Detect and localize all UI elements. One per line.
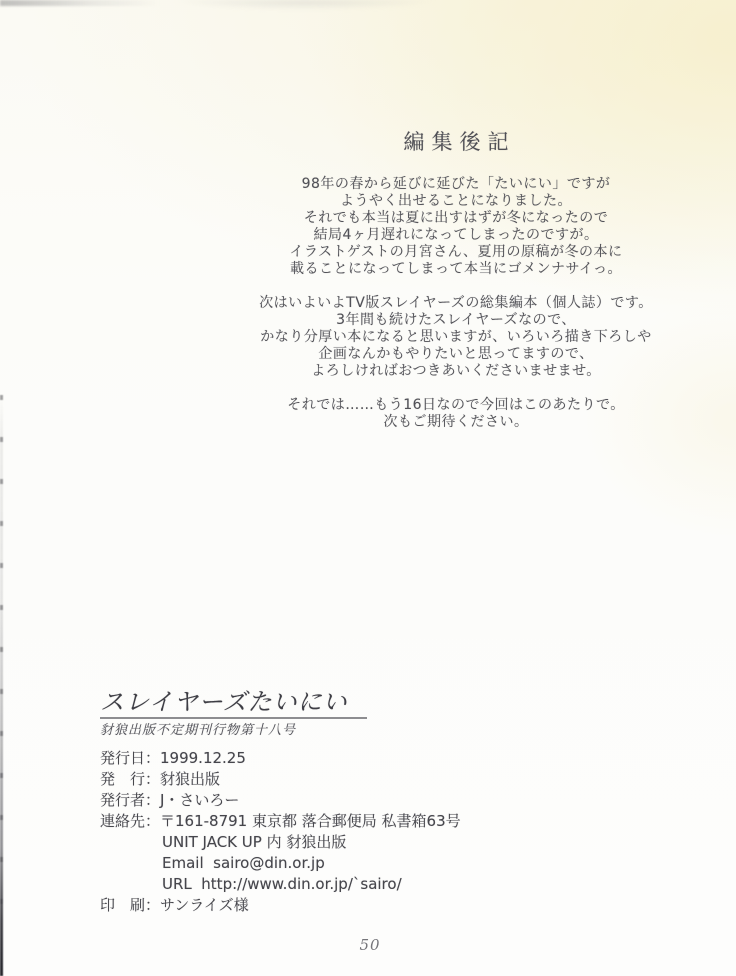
colophon-rows: [100, 748, 461, 916]
afterword-line: それでも本当は夏に出すはずが冬になったので: [303, 210, 609, 226]
colophon-row-contact-address: 連絡先：〒161-8791 東京都 落合郵便局 私書箱63号: [100, 812, 461, 830]
afterword-line: それでは……もう16日なので今回はこのあたりで。: [287, 397, 625, 413]
colophon-row-contact-url: URL http://www.din.or.jp/`sairo/: [162, 875, 402, 893]
colophon-section: [100, 688, 461, 916]
afterword-line: ようやく出せることになりました。: [340, 193, 572, 209]
afterword-line: よろしければおつきあいくださいませませ。: [311, 363, 601, 379]
colophon-subtitle: 豺狼出版不定期刊行物第十八号: [100, 723, 297, 738]
afterword-line: 企画なんかもやりたいと思ってますので、: [318, 346, 594, 362]
afterword-line: 次はいよいよTV版スレイヤーズの総集編本（個人誌）です。: [259, 295, 653, 311]
colophon-row-contact-email: Email sairo@din.or.jp: [162, 854, 325, 872]
colophon-title-underline: [100, 717, 367, 719]
colophon-row-publisher-person: 発行者：J・さいろー: [100, 791, 240, 809]
colophon-row-publisher: 発 行：豺狼出版: [100, 770, 221, 788]
afterword-line: 3年間も続けたスレイヤーズなので、: [336, 312, 576, 328]
afterword-line: 98年の春から延びに延びた「たいにい」ですが: [301, 176, 611, 192]
afterword-paragraph-2: [176, 295, 736, 380]
colophon-book-title: スレイヤーズたいにい: [100, 688, 348, 716]
page-number: 50: [359, 936, 381, 954]
afterword-line: 載ることになってしまって本当にゴメンナサイっ。: [290, 261, 622, 277]
afterword-paragraph-3: [176, 397, 736, 431]
scan-left-edge-artifact: [0, 395, 3, 976]
scan-top-smudge: [0, 0, 160, 6]
colophon-row-publish-date: 発行日：1999.12.25: [100, 749, 246, 767]
colophon-row-printer: 印 刷：サンライズ様: [100, 896, 249, 914]
afterword-line: イラストゲストの月宮さん、夏用の原稿が冬の本に: [289, 244, 623, 260]
afterword-line: かなり分厚い本になると思いますが、いろいろ描き下ろしや: [260, 329, 652, 345]
afterword-section: [176, 130, 736, 431]
afterword-line: 結局4ヶ月遅れになってしまったのですが。: [313, 227, 599, 243]
scan-top-smudge-secondary: [170, 0, 440, 10]
colophon-row-contact-unit: UNIT JACK UP 内 豺狼出版: [162, 833, 347, 851]
afterword-line: 次もご期待ください。: [383, 414, 529, 430]
afterword-paragraph-1: [176, 176, 736, 278]
afterword-title: 編集後記: [403, 130, 516, 154]
